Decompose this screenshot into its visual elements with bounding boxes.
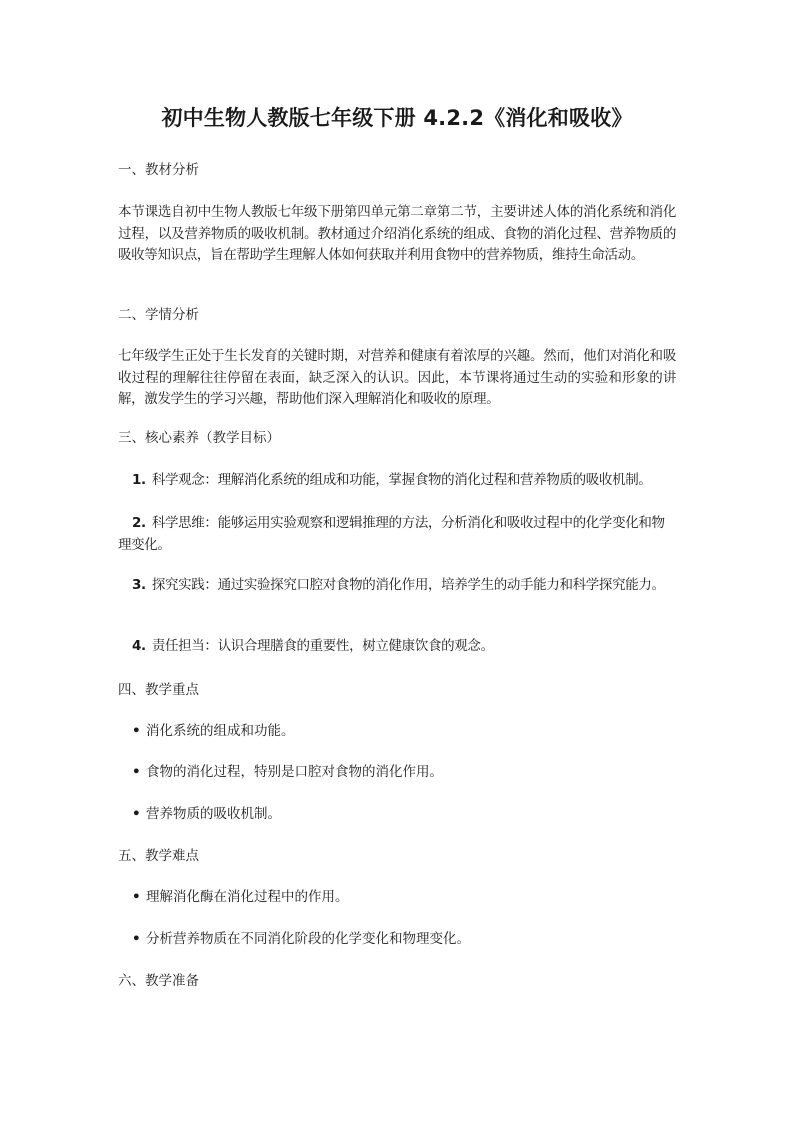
objective-number: 4. xyxy=(132,638,146,654)
key-point-item: • 消化系统的组成和功能。 xyxy=(132,723,295,739)
objective-text: 科学观念：理解消化系统的组成和功能，掌握食物的消化过程和营养物质的吸收机制。 xyxy=(151,472,652,488)
bullet-icon: • xyxy=(132,889,141,905)
difficulty-item: • 理解消化酶在消化过程中的作用。 xyxy=(132,889,349,905)
section-heading-core-literacy: 三、核心素养（教学目标） xyxy=(118,430,280,446)
objective-number: 3. xyxy=(132,577,146,593)
section-heading-key-points: 四、教学重点 xyxy=(118,682,199,698)
section-heading-preparation: 六、教学准备 xyxy=(118,973,199,989)
section-heading-textbook-analysis: 一、教材分析 xyxy=(118,162,199,178)
bullet-icon: • xyxy=(132,723,141,739)
objective-item xyxy=(118,636,676,658)
paragraph-textbook-analysis: 本节课选自初中生物人教版七年级下册第四单元第二章第二节，主要讲述人体的消化系统和消化过程，以及营养物质的吸收机制。教材通过介绍消化系统的组成、食物的消化过程、营养物质的吸收等知识点，旨在帮助学生理解人体如何获取并利用食物中的营养物质，维持生命活动。 xyxy=(118,204,676,263)
paragraph-student-analysis: 七年级学生正处于生长发育的关键时期，对营养和健康有着浓厚的兴趣。然而，他们对消化和吸收过程的理解往往停留在表面，缺乏深入的认识。因此，本节课将通过生动的实验和形象的讲解，激发学生的学习兴趣，帮助他们深入理解消化和吸收的原理。 xyxy=(118,348,676,407)
objective-item xyxy=(118,575,676,597)
objective-text: 科学思维：能够运用实验观察和逻辑推理的方法，分析消化和吸收过程中的化学变化和物理变化。 xyxy=(118,515,665,553)
objective-item xyxy=(118,470,676,492)
objective-number: 1. xyxy=(132,472,146,488)
objective-number: 2. xyxy=(132,515,146,531)
key-point-item: • 食物的消化过程，特别是口腔对食物的消化作用。 xyxy=(132,764,443,780)
bullet-icon: • xyxy=(132,931,141,947)
bullet-icon: • xyxy=(132,764,141,780)
section-heading-student-analysis: 二、学情分析 xyxy=(118,307,199,323)
difficulty-item: • 分析营养物质在不同消化阶段的化学变化和物理变化。 xyxy=(132,931,470,947)
document-title: 初中生物人教版七年级下册 4.2.2《消化和吸收》 xyxy=(161,106,633,130)
objective-item xyxy=(118,513,676,556)
bullet-icon: • xyxy=(132,806,141,822)
objective-text: 探究实践：通过实验探究口腔对食物的消化作用，培养学生的动手能力和科学探究能力。 xyxy=(151,577,665,593)
key-point-item: • 营养物质的吸收机制。 xyxy=(132,806,281,822)
objective-text: 责任担当：认识合理膳食的重要性，树立健康饮食的观念。 xyxy=(151,638,494,654)
section-heading-difficulties: 五、教学难点 xyxy=(118,848,199,864)
